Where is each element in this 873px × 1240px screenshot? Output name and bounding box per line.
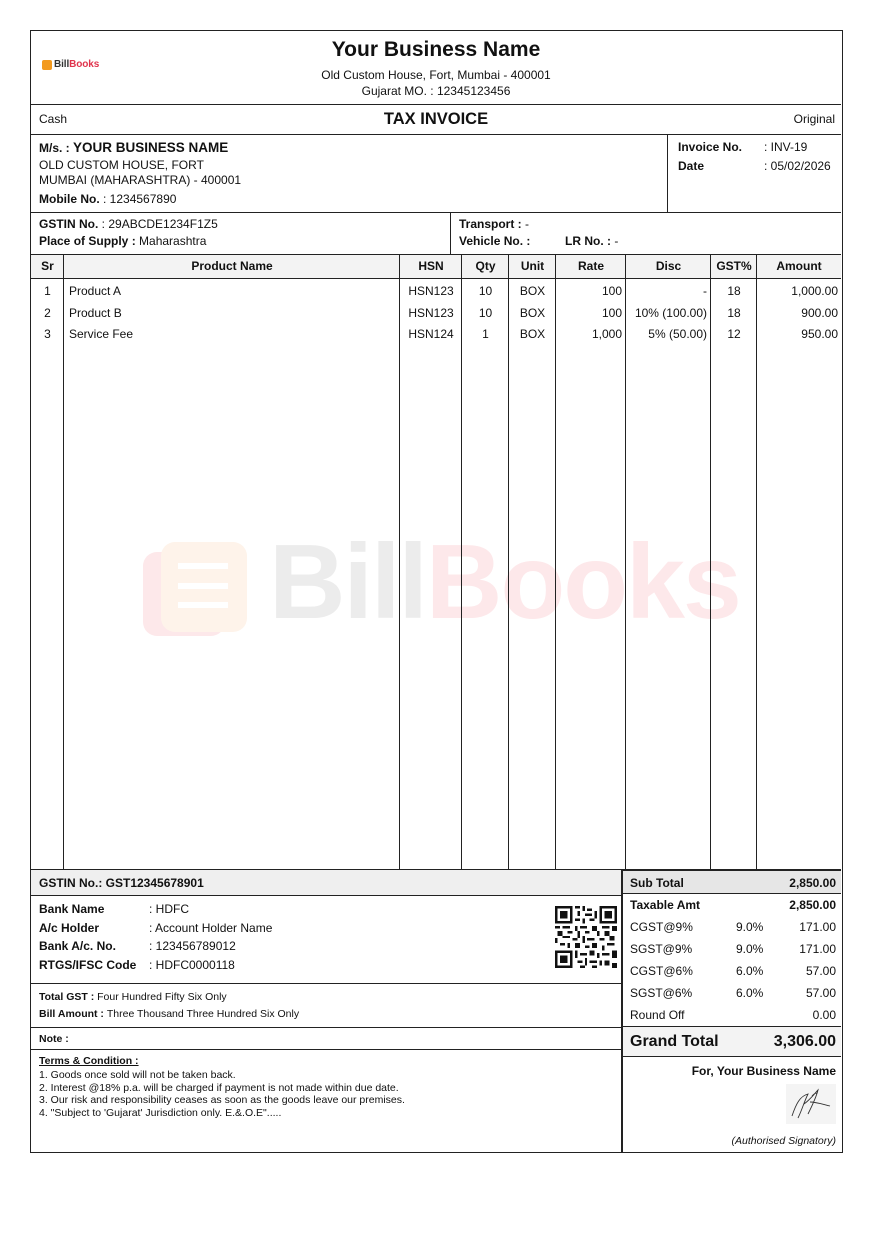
total-gst-label: Total GST : xyxy=(39,991,98,1003)
cell-qty: 10 xyxy=(478,284,493,298)
cell-gst: 12 xyxy=(727,327,741,341)
grand-total-label: Grand Total xyxy=(630,1033,719,1050)
invoice-number-label: Invoice No. xyxy=(678,140,743,154)
seller-gstin-bar xyxy=(31,870,622,896)
round-off-label: Round Off xyxy=(630,1008,685,1022)
logo-text-bill: Bill xyxy=(54,59,70,70)
cell-disc: 5% (50.00) xyxy=(648,327,707,341)
party-mobile-value: : 1234567890 xyxy=(99,192,177,206)
invoice-number-row xyxy=(678,140,807,154)
footer-divider xyxy=(622,870,623,1152)
tax-rate: 9.0% xyxy=(736,942,764,956)
party-gst-block xyxy=(31,213,451,255)
note-row xyxy=(31,1028,622,1050)
tax-label: SGST@6% xyxy=(630,986,693,1000)
col-header-rate: Rate xyxy=(577,259,604,273)
party-mobile-label: Mobile No. xyxy=(39,192,100,206)
sub-total-value: 2,850.00 xyxy=(789,876,836,890)
items-table-header xyxy=(31,255,841,279)
tax-rate: 9.0% xyxy=(736,920,764,934)
cell-hsn: HSN124 xyxy=(408,327,454,341)
vehicle-number-label: Vehicle No. : xyxy=(459,234,531,248)
authorised-signatory-label: (Authorised Signatory) xyxy=(731,1135,836,1147)
watermark-text-books: Books xyxy=(425,523,740,641)
party-gstin xyxy=(39,217,218,231)
cell-product-name: Product A xyxy=(69,284,122,298)
bank-name-label: Bank Name xyxy=(39,902,105,916)
document-title: TAX INVOICE xyxy=(383,110,489,128)
col-header-qty: Qty xyxy=(475,259,496,273)
ifsc-value: : HDFC0000118 xyxy=(149,958,235,972)
invoice-number-value: : INV-19 xyxy=(764,140,808,154)
bank-name-value: : HDFC xyxy=(149,902,189,916)
cell-amount: 950.00 xyxy=(801,327,838,341)
cell-unit: BOX xyxy=(519,327,546,341)
cell-qty: 10 xyxy=(478,306,493,320)
tax-label: CGST@6% xyxy=(630,964,693,978)
col-header-sr: Sr xyxy=(41,259,54,273)
business-mobile: Gujarat MO. : 12345123456 xyxy=(361,84,511,98)
tax-rate: 6.0% xyxy=(736,986,764,1000)
business-address: Old Custom House, Fort, Mumbai - 400001 xyxy=(321,68,551,82)
lr-number-label: LR No. : xyxy=(565,234,615,248)
place-of-supply-label: Place of Supply : xyxy=(39,234,140,248)
title-row xyxy=(31,105,841,135)
tax-value: 57.00 xyxy=(805,986,836,1000)
invoice-date-value: : 05/02/2026 xyxy=(764,159,831,173)
tax-label: CGST@9% xyxy=(630,920,693,934)
grand-total-row xyxy=(622,1026,841,1057)
note-label: Note : xyxy=(39,1033,69,1045)
cell-unit: BOX xyxy=(519,306,546,320)
copy-type: Original xyxy=(793,112,835,126)
column-divider xyxy=(63,255,64,870)
tax-rate: 6.0% xyxy=(736,964,764,978)
round-off-value: 0.00 xyxy=(812,1008,836,1022)
party-address-line2: MUMBAI (MAHARASHTRA) - 400001 xyxy=(39,173,242,187)
cell-gst: 18 xyxy=(727,306,741,320)
lr-number xyxy=(565,234,618,248)
bill-amount-words xyxy=(39,1008,299,1020)
cell-disc: - xyxy=(703,284,707,298)
column-divider xyxy=(710,255,711,870)
cell-amount: 1,000.00 xyxy=(791,284,838,298)
column-divider xyxy=(625,255,626,870)
sub-total-label: Sub Total xyxy=(630,876,684,890)
invoice-meta xyxy=(668,135,841,213)
bank-name-row xyxy=(39,902,189,916)
column-divider xyxy=(555,255,556,870)
tax-value: 171.00 xyxy=(799,920,836,934)
party-address-line1: OLD CUSTOM HOUSE, FORT xyxy=(39,158,204,172)
column-divider xyxy=(461,255,462,870)
account-number-label: Bank A/c. No. xyxy=(39,939,116,953)
watermark-text-bill: Bill xyxy=(269,523,426,641)
logo-text-books: Books xyxy=(69,59,100,70)
ifsc-row xyxy=(39,958,235,972)
term-item: 3. Our risk and responsibility ceases as soon as the goods leave our premises. xyxy=(39,1094,405,1106)
cell-hsn: HSN123 xyxy=(408,284,454,298)
col-header-gst: GST% xyxy=(716,259,752,273)
taxable-amount-row xyxy=(622,894,841,916)
signature-block xyxy=(622,1057,841,1152)
cell-unit: BOX xyxy=(519,284,546,298)
invoice-date-row xyxy=(678,159,831,173)
round-off-row xyxy=(622,1004,841,1026)
cell-sr: 1 xyxy=(44,284,51,298)
term-item: 1. Goods once sold will not be taken back. xyxy=(39,1069,236,1081)
cell-sr: 3 xyxy=(44,327,51,341)
bill-amount-value: Three Thousand Three Hundred Six Only xyxy=(106,1008,300,1020)
signature-for-label: For, Your Business Name xyxy=(691,1064,836,1078)
cell-product-name: Product B xyxy=(69,306,122,320)
term-item: 2. Interest @18% p.a. will be charged if payment is not made within due date. xyxy=(39,1082,399,1094)
party-gstin-value: : 29ABCDE1234F1Z5 xyxy=(98,217,218,231)
place-of-supply-value: Maharashtra xyxy=(139,234,207,248)
tax-value: 57.00 xyxy=(805,964,836,978)
party-details xyxy=(31,135,668,213)
account-holder-row xyxy=(39,921,272,935)
cell-sr: 2 xyxy=(44,306,51,320)
taxable-amount-value: 2,850.00 xyxy=(789,898,836,912)
grand-total-value: 3,306.00 xyxy=(773,1033,836,1050)
tax-invoice-document xyxy=(30,30,843,1153)
sub-total-row xyxy=(622,870,841,894)
transport-block xyxy=(451,213,841,255)
seller-gstin: GSTIN No.: GST12345678901 xyxy=(39,876,204,890)
account-holder-value: : Account Holder Name xyxy=(149,921,273,935)
transport xyxy=(459,217,529,231)
column-divider xyxy=(508,255,509,870)
table-row xyxy=(31,324,841,345)
tax-row-sgst-6 xyxy=(622,982,841,1004)
party-gstin-label: GSTIN No. xyxy=(39,217,99,231)
transport-label: Transport : xyxy=(459,217,526,231)
bank-details xyxy=(31,896,622,984)
term-item: 4. "Subject to 'Gujarat' Jurisdiction only. E.&.O.E"..... xyxy=(39,1107,282,1119)
cell-rate: 100 xyxy=(601,306,622,320)
party-prefix: M/s. : xyxy=(39,141,74,155)
tax-label: SGST@9% xyxy=(630,942,693,956)
amount-in-words xyxy=(31,984,622,1028)
ifsc-label: RTGS/IFSC Code xyxy=(39,958,137,972)
business-name: Your Business Name xyxy=(331,38,541,61)
tax-row-cgst-6 xyxy=(622,960,841,982)
tax-row-sgst-9 xyxy=(622,938,841,960)
account-holder-label: A/c Holder xyxy=(39,921,100,935)
col-header-disc: Disc xyxy=(655,259,682,273)
payment-mode: Cash xyxy=(39,112,68,126)
invoice-date-label: Date xyxy=(678,159,705,173)
party-mobile xyxy=(39,192,176,206)
total-gst-words xyxy=(39,991,227,1003)
party-name-line xyxy=(39,140,228,155)
invoice-header xyxy=(31,31,841,105)
tax-value: 171.00 xyxy=(799,942,836,956)
party-name: YOUR BUSINESS NAME xyxy=(73,140,229,155)
terms-and-conditions xyxy=(31,1050,622,1152)
table-row xyxy=(31,303,841,324)
signature-icon xyxy=(786,1084,836,1124)
column-divider xyxy=(399,255,400,870)
tax-row-cgst-9 xyxy=(622,916,841,938)
table-row xyxy=(31,281,841,302)
cell-disc: 10% (100.00) xyxy=(634,306,707,320)
cell-qty: 1 xyxy=(482,327,489,341)
col-header-hsn: HSN xyxy=(418,259,444,273)
cell-rate: 1,000 xyxy=(591,327,622,341)
transport-value: - xyxy=(525,217,530,231)
cell-product-name: Service Fee xyxy=(69,327,134,341)
lr-number-value: - xyxy=(614,234,619,248)
terms-heading: Terms & Condition : xyxy=(39,1055,139,1067)
cell-gst: 18 xyxy=(727,284,741,298)
total-gst-value: Four Hundred Fifty Six Only xyxy=(97,991,227,1003)
account-number-row xyxy=(39,939,236,953)
col-header-unit: Unit xyxy=(520,259,545,273)
place-of-supply xyxy=(39,234,206,248)
col-header-product-name: Product Name xyxy=(191,259,273,273)
items-table-body xyxy=(31,279,841,870)
cell-amount: 900.00 xyxy=(801,306,838,320)
payment-qr-code-icon xyxy=(555,906,617,968)
taxable-amount-label: Taxable Amt xyxy=(630,898,701,912)
col-header-amount: Amount xyxy=(776,259,822,273)
bill-amount-label: Bill Amount : xyxy=(39,1008,107,1020)
account-number-value: : 123456789012 xyxy=(149,939,236,953)
column-divider xyxy=(756,255,757,870)
cell-rate: 100 xyxy=(601,284,622,298)
cell-hsn: HSN123 xyxy=(408,306,454,320)
